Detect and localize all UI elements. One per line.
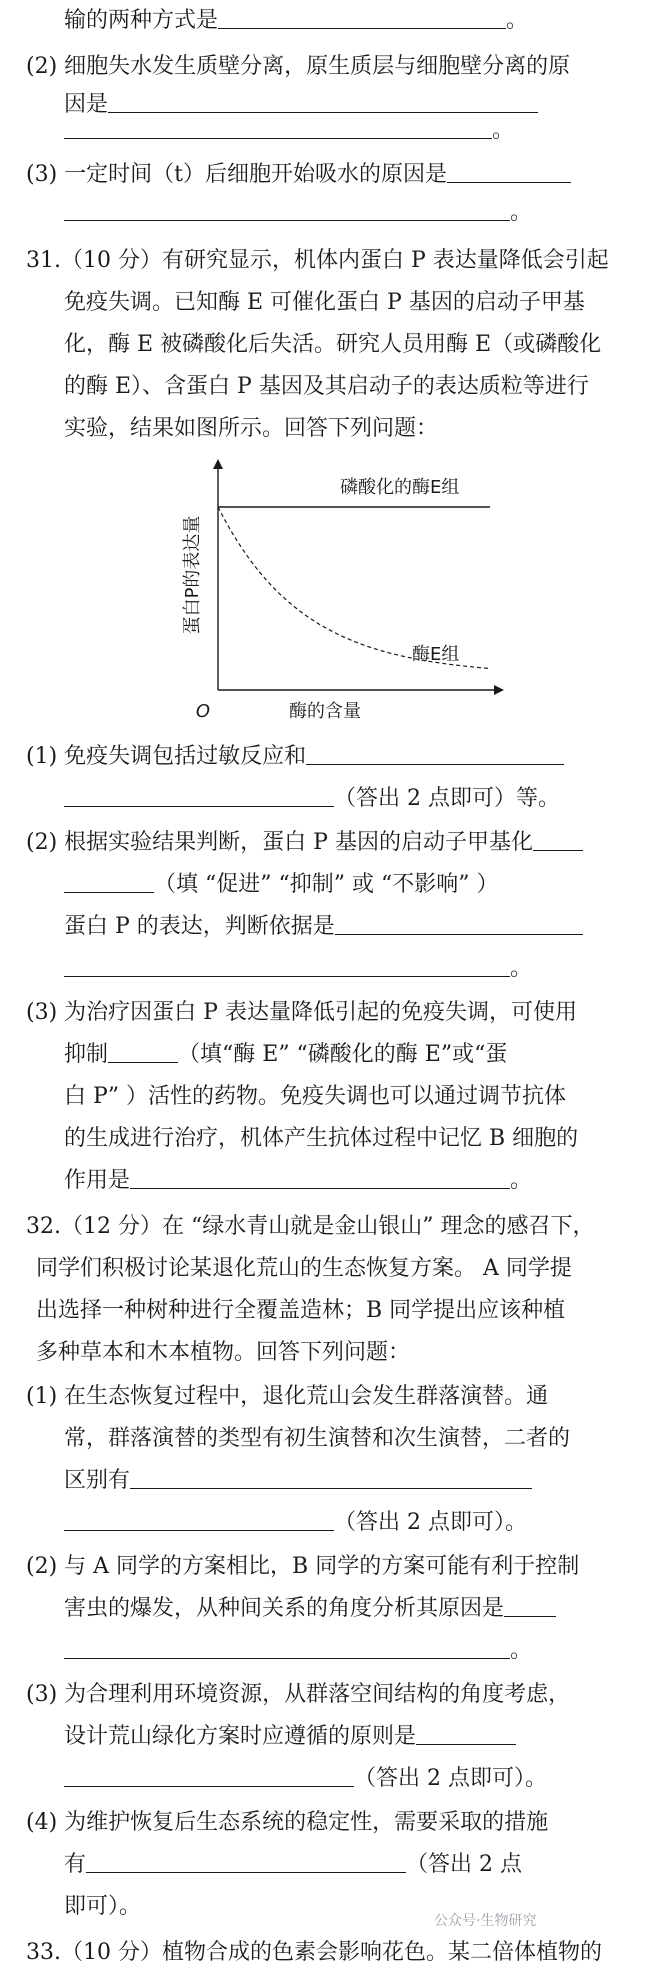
line-text: 区别有 bbox=[64, 1468, 131, 1493]
line-text: 作用是 bbox=[64, 1168, 131, 1193]
line-text: 输的两种方式是 bbox=[64, 8, 219, 33]
series-label-0: 磷酸化的酶E组 bbox=[340, 477, 460, 498]
question-2 bbox=[26, 52, 570, 82]
line-text: 即可）。 bbox=[64, 1894, 142, 1919]
text-line bbox=[64, 1166, 532, 1196]
question-32-stem bbox=[26, 1212, 594, 1242]
text-line bbox=[64, 1764, 547, 1794]
line-text: 。 bbox=[492, 118, 515, 143]
text-line bbox=[64, 414, 438, 444]
text-line bbox=[64, 372, 589, 402]
answer-blank[interactable] bbox=[64, 784, 334, 807]
text-line bbox=[64, 1124, 578, 1154]
line-text: 害虫的爆发，从种间关系的角度分析其原因是 bbox=[64, 1596, 505, 1621]
line-text: (3) 为合理利用环境资源，从群落空间结构的角度考虑， bbox=[26, 1682, 571, 1707]
line-text: 出选择一种树种进行全覆盖造林；B 同学提出应该种植 bbox=[36, 1298, 566, 1323]
answer-blank[interactable] bbox=[306, 742, 564, 765]
text-line bbox=[64, 6, 528, 36]
line-text: 白 P” ）活性的药物。免疫失调也可以通过调节抗体 bbox=[64, 1084, 567, 1109]
line-text: 多种草本和木本植物。回答下列问题： bbox=[36, 1340, 411, 1365]
line-text: 的酶 E）、含蛋白 P 基因及其启动子的表达质粒等进行 bbox=[64, 374, 589, 399]
line-text: 。 bbox=[510, 956, 533, 981]
line-text: 常，群落演替的类型有初生演替和次生演替，二者的 bbox=[64, 1426, 571, 1451]
line-text: (3) 一定时间（t）后细胞开始吸水的原因是 bbox=[26, 162, 447, 187]
line-text: （答出 2 点即可）等。 bbox=[334, 786, 560, 811]
text-line bbox=[36, 1338, 410, 1368]
answer-blank[interactable] bbox=[130, 1166, 510, 1189]
line-text: 。 bbox=[510, 1168, 533, 1193]
line-text: （答出 2 点即可）。 bbox=[334, 1510, 527, 1535]
line-text: 化，酶 E 被磷酸化后失活。研究人员用酶 E（或磷酸化 bbox=[64, 332, 602, 357]
line-text: 31.（10 分）有研究显示，机体内蛋白 P 表达量降低会引起 bbox=[26, 248, 609, 273]
text-line bbox=[64, 198, 532, 228]
answer-blank[interactable] bbox=[64, 116, 492, 139]
line-text: 有 bbox=[64, 1852, 87, 1877]
question-32-2 bbox=[26, 1552, 579, 1582]
answer-blank[interactable] bbox=[447, 160, 571, 183]
enzyme-expression-chart bbox=[180, 455, 510, 725]
line-text: (2) 根据实验结果判断，蛋白 P 基因的启动子甲基化 bbox=[26, 830, 533, 855]
line-text: 免疫失调。已知酶 E 可催化蛋白 P 基因的启动子甲基 bbox=[64, 290, 585, 315]
text-line bbox=[64, 1424, 570, 1454]
text-line bbox=[64, 784, 560, 814]
line-text: （答出 2 点 bbox=[406, 1852, 522, 1877]
answer-blank[interactable] bbox=[130, 1466, 532, 1489]
answer-blank[interactable] bbox=[64, 198, 510, 221]
question-31-1 bbox=[26, 742, 564, 772]
text-line bbox=[64, 1082, 566, 1112]
answer-blank[interactable] bbox=[64, 870, 154, 893]
answer-blank[interactable] bbox=[504, 1594, 556, 1617]
text-line bbox=[36, 1296, 565, 1326]
text-line bbox=[64, 288, 585, 318]
line-text: 抑制 bbox=[64, 1042, 109, 1067]
text-line bbox=[64, 1594, 556, 1624]
question-31-2 bbox=[26, 828, 583, 858]
text-line bbox=[64, 330, 601, 360]
text-line bbox=[64, 1466, 532, 1496]
question-32-4 bbox=[26, 1808, 548, 1838]
line-text: (2) 细胞失水发生质壁分离，原生质层与细胞壁分离的原 bbox=[26, 54, 571, 79]
question-3 bbox=[26, 160, 571, 190]
line-text: (1) 免疫失调包括过敏反应和 bbox=[26, 744, 307, 769]
line-text: （填 “促进” “抑制” 或 “不影响” ） bbox=[154, 872, 499, 897]
line-text: 设计荒山绿化方案时应遵循的原则是 bbox=[64, 1724, 417, 1749]
origin-label: O bbox=[195, 701, 210, 722]
line-text: （填“酶 E” “磷酸化的酶 E”或“蛋 bbox=[178, 1042, 508, 1067]
text-line bbox=[64, 1040, 507, 1070]
text-line bbox=[36, 1254, 572, 1284]
answer-blank[interactable] bbox=[64, 1636, 510, 1659]
answer-blank[interactable] bbox=[416, 1722, 516, 1745]
question-33-stem bbox=[26, 1938, 602, 1968]
line-text: （答出 2 点即可）。 bbox=[354, 1766, 547, 1791]
y-axis-label: 蛋白P的表达量 bbox=[182, 515, 203, 635]
line-text: 。 bbox=[510, 200, 533, 225]
question-31-stem bbox=[26, 246, 609, 276]
line-text: 蛋白 P 的表达，判断依据是 bbox=[64, 914, 335, 939]
line-text: (4) 为维护恢复后生态系统的稳定性，需要采取的措施 bbox=[26, 1810, 549, 1835]
answer-blank[interactable] bbox=[218, 6, 506, 29]
line-text: 。 bbox=[506, 8, 529, 33]
text-line bbox=[64, 912, 583, 942]
line-text: 因是 bbox=[64, 92, 109, 117]
watermark: 公众号·生物研究 bbox=[434, 1913, 537, 1929]
answer-blank[interactable] bbox=[533, 828, 583, 851]
text-line bbox=[64, 870, 498, 900]
answer-blank[interactable] bbox=[335, 912, 583, 935]
series-label-1: 酶E组 bbox=[412, 644, 460, 665]
line-text: 33.（10 分）植物合成的色素会影响花色。某二倍体植物的 bbox=[26, 1940, 602, 1965]
answer-blank[interactable] bbox=[86, 1850, 406, 1873]
text-line bbox=[64, 116, 514, 146]
text-line bbox=[64, 1722, 516, 1752]
answer-blank[interactable] bbox=[64, 1764, 354, 1787]
answer-blank[interactable] bbox=[64, 1508, 334, 1531]
answer-blank[interactable] bbox=[64, 954, 510, 977]
line-text: 的生成进行治疗，机体产生抗体过程中记忆 B 细胞的 bbox=[64, 1126, 579, 1151]
text-line bbox=[64, 1636, 532, 1666]
answer-blank[interactable] bbox=[108, 90, 538, 113]
line-text: (3) 为治疗因蛋白 P 表达量降低引起的免疫失调，可使用 bbox=[26, 1000, 577, 1025]
x-axis-label: 酶的含量 bbox=[289, 701, 361, 722]
text-line bbox=[64, 1850, 522, 1880]
question-31-3 bbox=[26, 998, 577, 1028]
text-line bbox=[64, 954, 532, 984]
text-line bbox=[64, 1892, 141, 1922]
line-text: 。 bbox=[510, 1638, 533, 1663]
line-text: (2) 与 A 同学的方案相比，B 同学的方案可能有利于控制 bbox=[26, 1554, 580, 1579]
line-text: 32.（12 分）在 “绿水青山就是金山银山” 理念的感召下， bbox=[26, 1214, 595, 1239]
line-text: 同学们积极讨论某退化荒山的生态恢复方案。 A 同学提 bbox=[36, 1256, 572, 1281]
answer-blank[interactable] bbox=[108, 1040, 178, 1063]
question-32-1 bbox=[26, 1382, 548, 1412]
text-line bbox=[64, 1508, 527, 1538]
question-32-3 bbox=[26, 1680, 570, 1710]
line-text: (1) 在生态恢复过程中，退化荒山会发生群落演替。通 bbox=[26, 1384, 549, 1409]
line-text: 实验，结果如图所示。回答下列问题： bbox=[64, 416, 439, 441]
